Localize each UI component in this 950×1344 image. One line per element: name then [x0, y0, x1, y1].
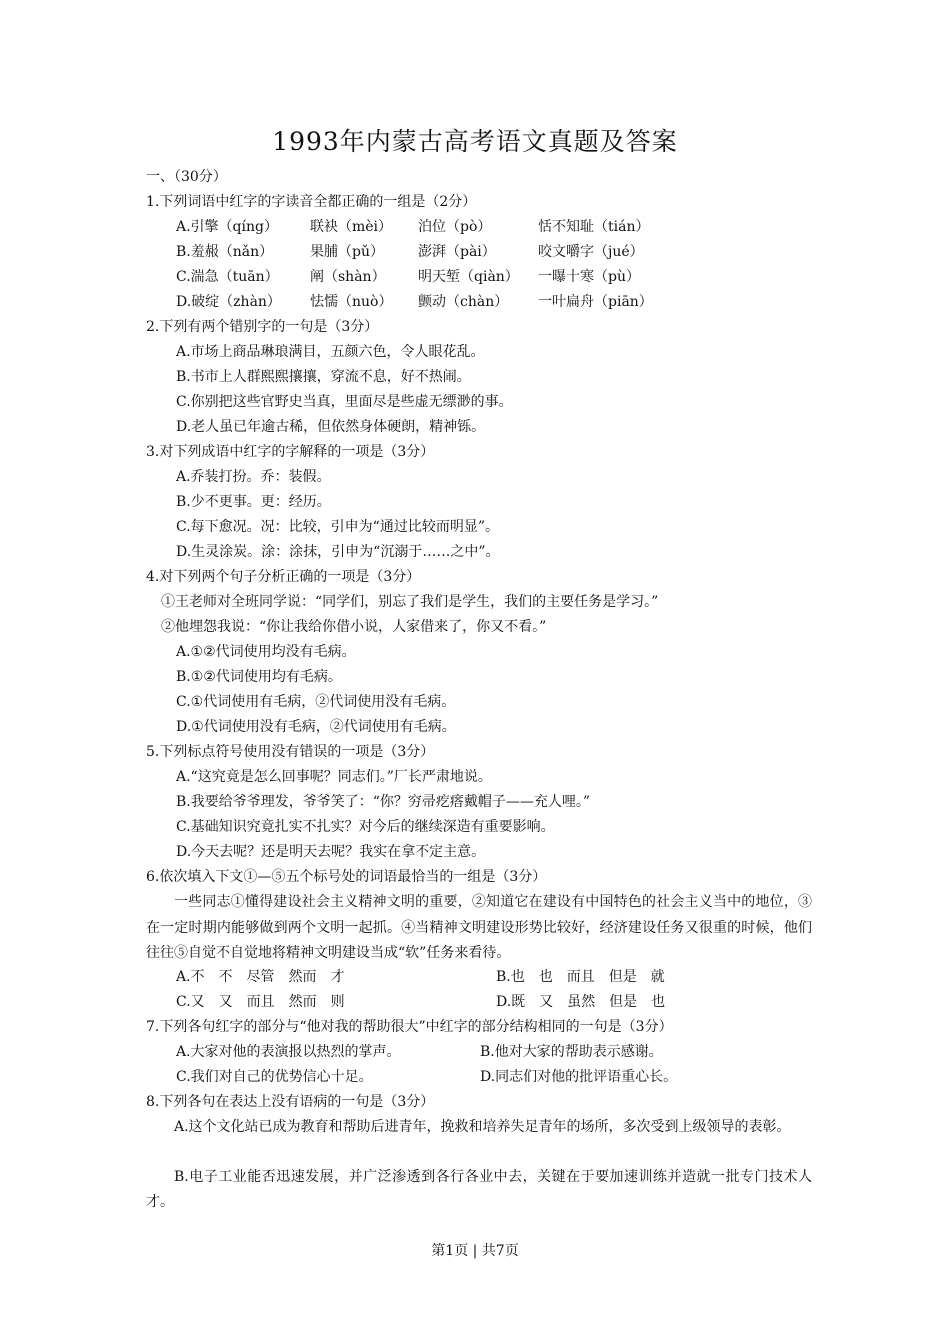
question-2-option-c: C.你别把这些官野史当真，里面尽是些虚无缥渺的事。 [176, 394, 513, 410]
q1-d-4: 一叶扁舟（piān） [538, 294, 653, 310]
q1-b-1: B.羞赧（nǎn） [176, 244, 274, 260]
question-3-option-a: A.乔装打扮。乔：装假。 [176, 469, 331, 485]
question-1-row-c [176, 265, 842, 290]
question-5-stem: 5.下列标点符号使用没有错误的一项是（3分） [146, 744, 435, 760]
question-2-stem: 2.下列有两个错别字的一句是（3分） [146, 319, 379, 335]
q1-b-4: 咬文嚼字（jué） [538, 244, 644, 260]
question-8-option-b: B.电子工业能否迅速发展，并广泛渗透到各行各业中去，关键在于要加速训练并造就一批专门技术人才。 [146, 1169, 812, 1210]
question-7-options-row-1 [176, 1040, 842, 1065]
q1-c-3: 明天堑（qiàn） [418, 269, 519, 285]
question-1-row-a [176, 215, 842, 240]
question-3-option-d: D.生灵涂炭。涂：涂抹，引申为“沉溺于……之中”。 [176, 544, 500, 560]
q1-b-3: 澎湃（pài） [418, 244, 496, 260]
q1-a-4: 恬不知耻（tián） [538, 219, 650, 235]
question-8-option-a: A.这个文化站已成为教育和帮助后进青年，挽救和培养失足青年的场所，多次受到上级领导的表彰。 [174, 1119, 791, 1135]
q1-c-4: 一曝十寒（pù） [538, 269, 640, 285]
question-6-option-a: A.不 不 尽管 然而 才 [176, 969, 345, 985]
q1-a-3: 泊位（pò） [418, 219, 492, 235]
question-8-stem: 8.下列各句在表达上没有语病的一句是（3分） [146, 1094, 435, 1110]
question-4-option-d: D.①代词使用没有毛病，②代词使用有毛病。 [176, 719, 456, 735]
question-1-row-d [176, 290, 842, 315]
question-3-stem: 3.对下列成语中红字的字解释的一项是（3分） [146, 444, 435, 460]
question-4-sentence-1: ①王老师对全班同学说：“同学们，别忘了我们是学生，我们的主要任务是学习。” [161, 594, 659, 610]
question-5-option-c: C.基础知识究竟扎实不扎实？对今后的继续深造有重要影响。 [176, 819, 555, 835]
question-6-option-b: B.也 也 而且 但是 就 [496, 969, 665, 985]
question-7-stem: 7.下列各句红字的部分与“他对我的帮助很大”中红字的部分结构相同的一句是（3分） [146, 1019, 673, 1035]
question-5-option-b: B.我要给爷爷理发，爷爷笑了：“你？穷帚疙瘩戴帽子——充人哩。” [176, 794, 591, 810]
q1-d-3: 颤动（chàn） [418, 294, 509, 310]
question-5-option-d: D.今天去呢？还是明天去呢？我实在拿不定主意。 [176, 844, 486, 860]
question-6-options-row-2 [176, 990, 842, 1015]
question-4-sentence-2: ②他埋怨我说：“你让我给你借小说，人家借来了，你又不看。” [161, 619, 547, 635]
question-7-option-a: A.大家对他的表演报以热烈的掌声。 [176, 1044, 401, 1060]
section-heading: 一、（30分） [146, 169, 227, 185]
question-2-option-d: D.老人虽已年逾古稀，但依然身体硬朗，精神铄。 [176, 419, 486, 435]
q1-b-2: 果脯（pǔ） [310, 244, 384, 260]
q1-c-1: C.湍急（tuān） [176, 269, 279, 285]
question-4-option-a: A.①②代词使用均没有毛病。 [176, 644, 356, 660]
question-6-option-c: C.又 又 而且 然而 则 [176, 994, 345, 1010]
question-4-option-c: C.①代词使用有毛病，②代词使用没有毛病。 [176, 694, 456, 710]
question-6-passage: 一些同志①懂得建设社会主义精神文明的重要，②知道它在建设有中国特色的社会主义当中的地位，③在一定时期内能够做到两个文明一起抓。④当精神文明建设形势比较好，经济建设任务又很重的时候，他们往往⑤自觉不自觉地将精神文明建设当成“软”任务来看待。 [146, 894, 812, 961]
question-4-stem: 4.对下列两个句子分析正确的一项是（3分） [146, 569, 421, 585]
page-footer: 第1页 | 共7页 [431, 1243, 519, 1259]
question-1-stem: 1.下列词语中红字的字读音全都正确的一组是（2分） [146, 194, 477, 210]
question-5-option-a: A.“这究竟是怎么回事呢？同志们。”厂长严肃地说。 [176, 769, 492, 785]
question-6-option-d: D.既 又 虽然 但是 也 [496, 994, 666, 1010]
question-7-option-c: C.我们对自己的优势信心十足。 [176, 1069, 373, 1085]
question-7-options-row-2 [176, 1065, 842, 1090]
question-6-stem: 6.依次填入下文①—⑤五个标号处的词语最恰当的一组是（3分） [146, 869, 547, 885]
question-3-option-c: C.每下愈况。况：比较，引申为“通过比较而明显”。 [176, 519, 499, 535]
question-1-row-b [176, 240, 842, 265]
q1-d-2: 怯懦（nuò） [310, 294, 393, 310]
question-3-option-b: B.少不更事。更：经历。 [176, 494, 331, 510]
question-2-option-a: A.市场上商品琳琅满目，五颜六色，令人眼花乱。 [176, 344, 485, 360]
question-7-option-b: B.他对大家的帮助表示感谢。 [480, 1044, 663, 1060]
q1-d-1: D.破绽（zhàn） [176, 294, 281, 310]
page-title: 1993年内蒙古高考语文真题及答案 [272, 127, 678, 156]
question-6-options-row-1 [176, 965, 842, 990]
question-4-option-b: B.①②代词使用均有毛病。 [176, 669, 342, 685]
q1-a-2: 联袂（mèi） [310, 219, 393, 235]
q1-c-2: 阐（shàn） [310, 269, 386, 285]
question-7-option-d: D.同志们对他的批评语重心长。 [480, 1069, 678, 1085]
question-2-option-b: B.书市上人群熙熙攘攘，穿流不息，好不热闹。 [176, 369, 471, 385]
q1-a-1: A.引擎（qíng） [176, 219, 278, 235]
